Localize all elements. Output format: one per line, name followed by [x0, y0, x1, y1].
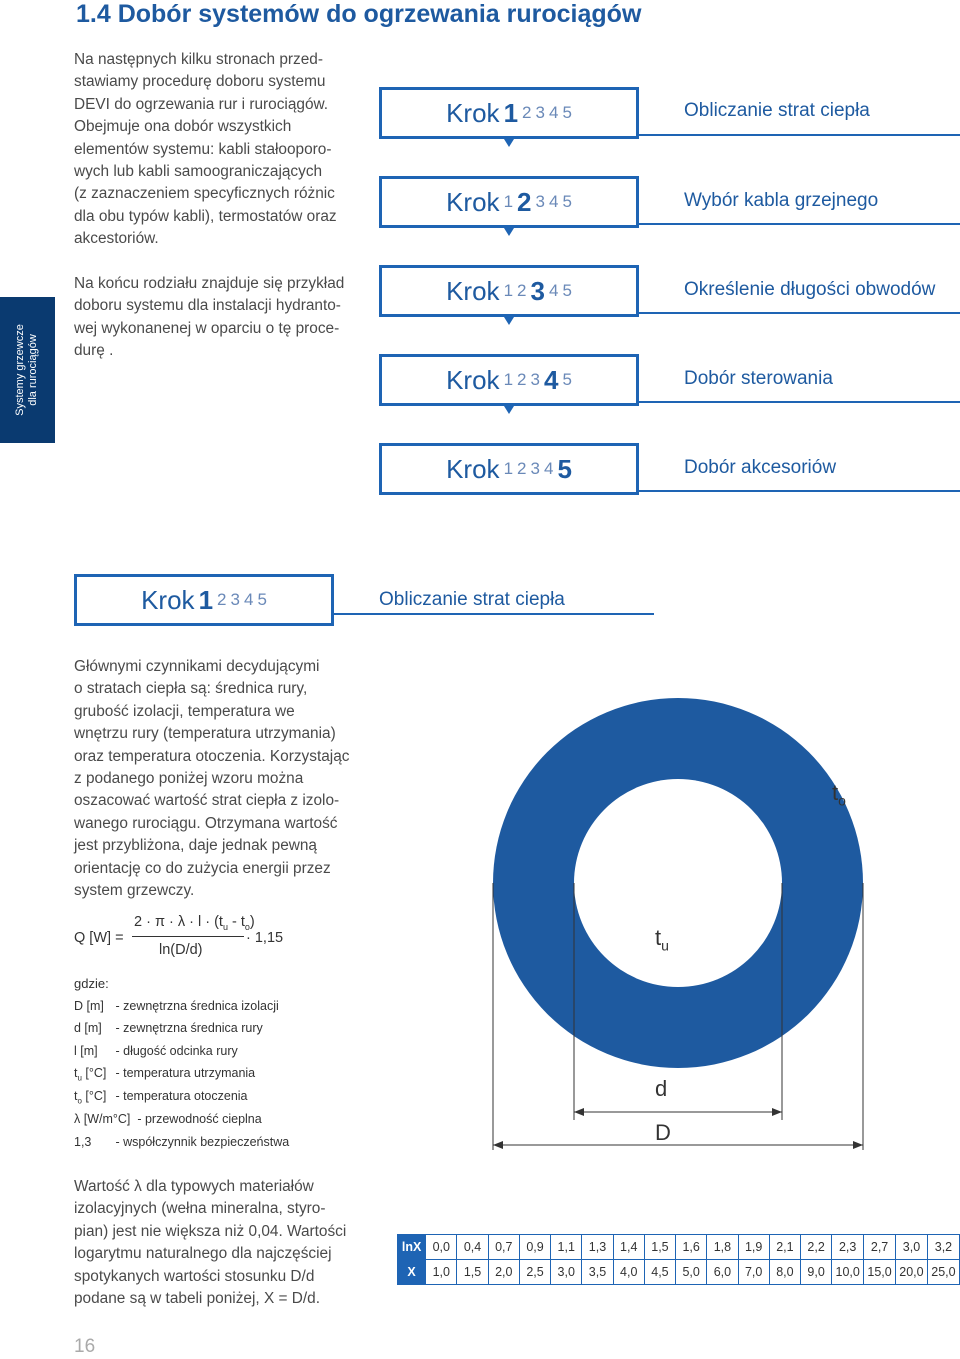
table-cell: 8,0	[769, 1260, 800, 1285]
bottom-paragraph	[74, 1176, 374, 1310]
step-3-underline	[639, 312, 960, 314]
def-symbol: λ [W/m°C]	[74, 1112, 131, 1126]
definition-row	[74, 999, 279, 1013]
step-number: 2	[517, 459, 527, 478]
subscript-u: u	[222, 921, 228, 932]
table-cell: 20,0	[896, 1260, 928, 1285]
outer-diameter-label: D	[655, 1120, 671, 1145]
step-number: 1	[503, 97, 519, 128]
text-line: o stratach ciepła są: średnica rury,	[74, 680, 308, 698]
fraction-bar	[132, 936, 244, 937]
table-cell: 1,4	[613, 1235, 644, 1260]
table-cell: 2,2	[801, 1235, 832, 1260]
def-description: - przewodność cieplna	[137, 1112, 262, 1126]
table-cell: 4,0	[613, 1260, 644, 1285]
body-paragraph	[74, 656, 374, 902]
text-line: Głównymi czynnikami decydującymi	[74, 658, 320, 675]
step-number: 5	[562, 281, 572, 300]
step-3-label: Określenie długości obwodów	[684, 279, 936, 300]
text-line: elementów systemu: kabli stałooporo-	[74, 140, 332, 158]
step-number: 5	[562, 103, 572, 122]
def-description: - długość odcinka rury	[115, 1044, 238, 1058]
tu-sub: u	[661, 937, 669, 954]
krok-word: Krok	[446, 186, 500, 217]
table-cell: 9,0	[801, 1260, 832, 1285]
step-number: 2	[517, 281, 527, 300]
def-symbol-rest: [°C]	[81, 1066, 107, 1080]
text-line: Obejmuje ona dobór wszystkich	[74, 118, 292, 136]
step-arrow	[504, 139, 514, 147]
intro-paragraph-1	[74, 49, 374, 251]
arrowhead	[772, 1108, 782, 1116]
step-4-underline	[639, 401, 960, 403]
step-number: 2	[217, 590, 227, 609]
table-cell: 15,0	[864, 1260, 896, 1285]
step-5-box	[379, 443, 639, 495]
text-line: system grzewczy.	[74, 882, 195, 900]
step-number: 4	[548, 192, 559, 211]
definition-row	[74, 1021, 263, 1035]
table-cell: 1,9	[738, 1235, 769, 1260]
step-5-text	[382, 446, 636, 492]
step-number: 5	[562, 370, 572, 389]
formula-lhs: Q [W] =	[74, 930, 124, 946]
page-number: 16	[74, 1336, 96, 1357]
formula-denominator: ln(D/d)	[159, 942, 203, 958]
step-number: 3	[530, 275, 545, 306]
step-1-label: Obliczanie strat ciepła	[684, 100, 870, 121]
table-cell: 1,1	[551, 1235, 582, 1260]
step-4-box	[379, 354, 639, 406]
section-label: Obliczanie strat ciepła	[379, 589, 565, 610]
side-tab-line2: dla rurociągów	[27, 334, 39, 406]
def-description: - temperatura utrzymania	[115, 1066, 256, 1080]
text-line: oraz temperatura otoczenia. Korzystając	[74, 747, 350, 765]
side-tab-text	[14, 324, 40, 416]
def-symbol: l [m]	[74, 1044, 98, 1058]
step-1-box	[379, 87, 639, 139]
step-number: 4	[543, 459, 554, 478]
def-symbol: t	[74, 1089, 78, 1103]
table-header-cell: X	[398, 1260, 426, 1285]
arrowhead	[574, 1108, 584, 1116]
table-cell: 1,6	[676, 1235, 707, 1260]
text-line: orientację co do zużycia energii przez	[74, 859, 331, 877]
temp-ambient-label	[832, 780, 846, 808]
step-number: 4	[548, 103, 559, 122]
step-number: 1	[503, 192, 514, 211]
text-line: Na następnych kilku stronach przed-	[74, 51, 323, 68]
table-cell: 0,9	[519, 1235, 550, 1260]
text-line: jest przybliżona, daje jednak pewną	[74, 837, 317, 855]
text-line: wych lub kabli samoograniczających	[74, 163, 323, 181]
step-number: 1	[503, 281, 514, 300]
tu-main: t	[655, 925, 662, 950]
text-line: wnętrzu rury (temperatura utrzymania)	[74, 725, 336, 743]
step-number: 1	[198, 584, 214, 615]
temp-maintain-label	[655, 925, 669, 953]
text-line: akcestoriów.	[74, 230, 159, 248]
def-subscript: u	[77, 1073, 82, 1083]
step-5-label: Dobór akcesoriów	[684, 457, 837, 478]
step-number: 5	[557, 453, 572, 484]
text-line: izolacyjnych (wełna mineralna, styro-	[74, 1200, 326, 1218]
step-1-underline	[639, 134, 960, 136]
inner-diameter-label: d	[655, 1076, 668, 1101]
step-number: 4	[243, 590, 254, 609]
step-3-box	[379, 265, 639, 317]
step-number: 3	[530, 459, 540, 478]
table-cell: 1,5	[644, 1235, 675, 1260]
where-label: gdzie:	[74, 976, 109, 991]
step-number: 1	[503, 370, 514, 389]
close-paren: )	[249, 914, 255, 930]
table-cell: 1,0	[426, 1260, 457, 1285]
arrowhead	[493, 1141, 503, 1149]
step-1-text	[382, 90, 636, 136]
side-tab	[0, 297, 55, 443]
table-cell: 2,5	[519, 1260, 550, 1285]
table-cell: 2,0	[488, 1260, 519, 1285]
text-line: pian) jest nie większa niż 0,04. Wartości	[74, 1222, 347, 1240]
table-cell: 2,3	[832, 1235, 864, 1260]
section-step-text	[77, 577, 331, 623]
step-number: 3	[535, 103, 545, 122]
pipe-inner-circle	[574, 779, 782, 987]
definition-row	[74, 1044, 238, 1058]
arrowhead	[853, 1141, 863, 1149]
step-4-label: Dobór sterowania	[684, 368, 833, 389]
step-number: 2	[517, 186, 532, 217]
table-row	[398, 1260, 960, 1285]
definition-row	[74, 1135, 289, 1149]
table-cell: 7,0	[738, 1260, 769, 1285]
step-number: 3	[535, 192, 545, 211]
numerator-text: 2 · π · λ · l · (t	[134, 914, 223, 930]
intro-paragraph-2	[74, 273, 374, 363]
text-line: z podanego poniżej wzoru można	[74, 770, 304, 788]
def-symbol: d [m]	[74, 1021, 102, 1035]
definition-row	[74, 1066, 255, 1083]
text-line: dla obu typów kabli), termostatów oraz	[74, 207, 337, 225]
text-line: grubość izolacji, temperatura we	[74, 702, 295, 720]
subscript-o: o	[244, 921, 250, 932]
table-cell: 5,0	[676, 1260, 707, 1285]
step-arrow	[504, 317, 514, 325]
table-cell: 10,0	[832, 1260, 864, 1285]
krok-word: Krok	[141, 584, 195, 615]
lnx-table	[397, 1234, 960, 1285]
step-number: 2	[517, 370, 527, 389]
step-number: 1	[503, 459, 514, 478]
step-3-text	[382, 268, 636, 314]
step-number: 4	[543, 364, 559, 395]
text-line: wanego rurociągu. Otrzymana wartość	[74, 814, 338, 832]
table-cell: 3,0	[896, 1235, 928, 1260]
step-2-text	[382, 179, 636, 225]
text-line: doboru systemu dla instalacji hydranto-	[74, 297, 341, 315]
table-cell: 4,5	[644, 1260, 675, 1285]
step-arrow	[504, 228, 514, 236]
def-description: - zewnętrzna średnica izolacji	[115, 999, 279, 1013]
step-5-underline	[639, 490, 960, 492]
step-number: 5	[257, 590, 267, 609]
step-4-text	[382, 357, 636, 403]
table-cell: 1,8	[707, 1235, 738, 1260]
text-line: durę .	[74, 342, 114, 360]
table-cell: 25,0	[927, 1260, 959, 1285]
text-line: oszacować wartość strat ciepła z izolo-	[74, 792, 340, 810]
text-line: stawiamy procedurę doboru systemu	[74, 73, 326, 91]
section-underline	[334, 613, 654, 615]
to-sub: o	[838, 792, 846, 809]
table-cell: 0,4	[457, 1235, 488, 1260]
formula	[74, 914, 294, 964]
step-number: 4	[548, 281, 559, 300]
step-number: 5	[562, 192, 572, 211]
step-arrow	[504, 406, 514, 414]
def-description: - współczynnik bezpieczeństwa	[115, 1135, 290, 1149]
step-2-box	[379, 176, 639, 228]
step-2-label: Wybór kabla grzejnego	[684, 190, 879, 211]
step-2-underline	[639, 223, 960, 225]
table-cell: 0,0	[426, 1235, 457, 1260]
formula-factor: · 1,15	[246, 930, 284, 946]
table-header-cell: lnX	[398, 1235, 426, 1260]
table-cell: 2,1	[769, 1235, 800, 1260]
minus-text: - t	[227, 914, 245, 930]
def-subscript: o	[77, 1096, 82, 1106]
krok-word: Krok	[446, 97, 500, 128]
formula-numerator	[134, 914, 255, 932]
def-symbol: t	[74, 1066, 78, 1080]
table-cell: 3,2	[927, 1235, 959, 1260]
step-number: 3	[230, 590, 240, 609]
definition-row	[74, 1089, 248, 1106]
page-title: 1.4 Dobór systemów do ogrzewania rurociągów	[76, 0, 642, 28]
def-description: - temperatura otoczenia	[115, 1089, 248, 1103]
text-line: (z zaznaczeniem specyficznych różnic	[74, 185, 335, 203]
text-line: podane są w tabeli poniżej, X = D/d.	[74, 1290, 320, 1308]
side-tab-line1: Systemy grzewcze	[14, 324, 26, 416]
step-number: 2	[522, 103, 532, 122]
def-symbol: D [m]	[74, 999, 104, 1013]
step-number: 3	[530, 370, 540, 389]
krok-word: Krok	[446, 275, 500, 306]
text-line: wej wykonanenej w oparciu o tę proce-	[74, 319, 340, 337]
table-cell: 0,7	[488, 1235, 519, 1260]
definition-row	[74, 1112, 262, 1126]
table-cell: 3,0	[551, 1260, 582, 1285]
text-line: Wartość λ dla typowych materiałów	[74, 1178, 314, 1195]
text-line: logarytmu naturalnego dla najczęściej	[74, 1245, 332, 1263]
pipe-cross-section-diagram	[480, 680, 900, 1160]
def-description: - zewnętrzna średnica rury	[115, 1021, 263, 1035]
table-cell: 2,7	[864, 1235, 896, 1260]
table-cell: 1,3	[582, 1235, 613, 1260]
table-cell: 6,0	[707, 1260, 738, 1285]
def-symbol: 1,3	[74, 1135, 92, 1149]
def-symbol-rest: [°C]	[81, 1089, 107, 1103]
table-row	[398, 1235, 960, 1260]
to-main: t	[832, 780, 839, 805]
krok-word: Krok	[446, 453, 500, 484]
table-cell: 1,5	[457, 1260, 488, 1285]
section-step-box	[74, 574, 334, 626]
krok-word: Krok	[446, 364, 500, 395]
table-cell: 3,5	[582, 1260, 613, 1285]
text-line: spotykanych wartości stosunku D/d	[74, 1267, 315, 1285]
text-line: DEVI do ogrzewania rur i rurociągów.	[74, 95, 329, 113]
text-line: Na końcu rodziału znajduje się przykład	[74, 275, 345, 292]
